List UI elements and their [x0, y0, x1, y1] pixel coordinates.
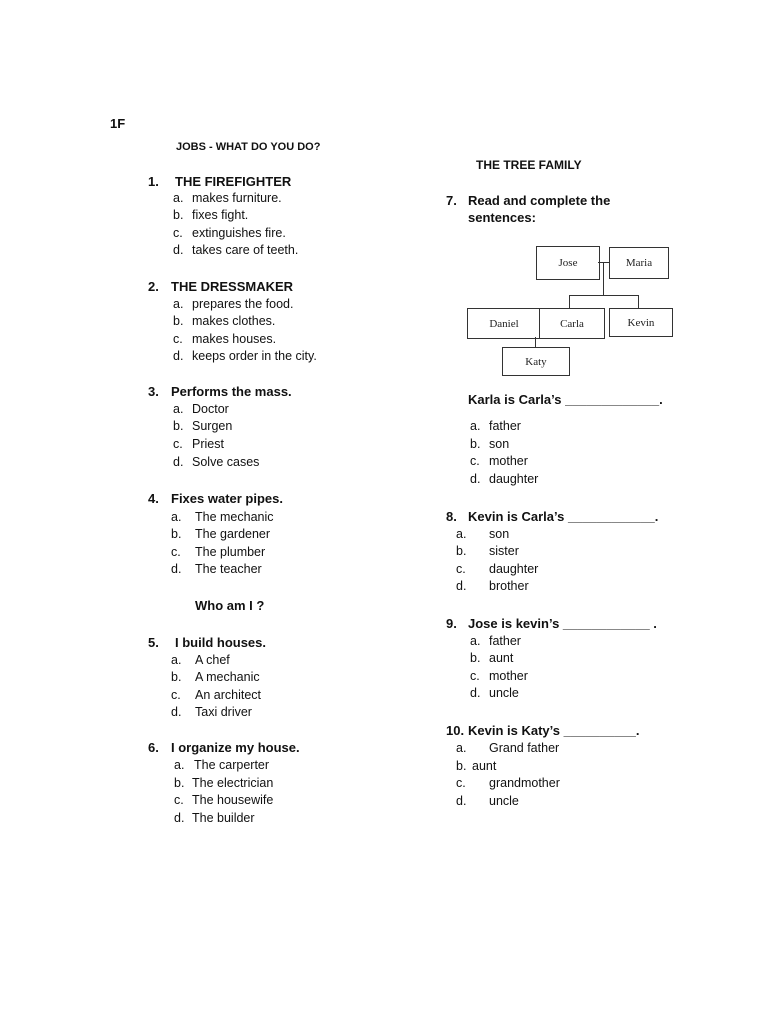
q2-option-a[interactable]	[173, 297, 293, 311]
question-1-number: 1.	[148, 174, 159, 189]
q9-option-d[interactable]	[470, 686, 519, 700]
question-7-number: 7.	[446, 193, 457, 208]
option-text: sister	[489, 544, 519, 558]
option-letter: c.	[173, 437, 183, 451]
karla-option-a[interactable]	[470, 419, 521, 433]
option-letter: d.	[470, 472, 481, 486]
option-letter: b.	[174, 776, 185, 790]
option-text: brother	[489, 579, 529, 593]
option-letter: c.	[171, 688, 181, 702]
tree-connector	[569, 295, 570, 308]
option-text: The teacher	[195, 562, 262, 576]
option-text: aunt	[489, 651, 514, 665]
option-text: Solve cases	[192, 455, 260, 469]
option-letter: a.	[456, 741, 467, 755]
q1-option-c[interactable]	[173, 226, 286, 240]
option-letter: d.	[173, 349, 184, 363]
question-3-number: 3.	[148, 384, 159, 399]
option-text: father	[489, 419, 521, 433]
option-text: son	[489, 527, 510, 541]
q4-option-b[interactable]	[171, 527, 270, 541]
option-text: mother	[489, 669, 528, 683]
option-letter: d.	[173, 243, 184, 257]
option-text: grandmother	[489, 776, 560, 790]
option-text: father	[489, 634, 521, 648]
karla-sentence: Karla is Carla’s _____________.	[468, 392, 663, 407]
option-text: keeps order in the city.	[192, 349, 317, 363]
option-letter: c.	[470, 454, 480, 468]
option-letter: a.	[173, 191, 184, 205]
q10-option-b[interactable]	[456, 759, 496, 773]
option-text: The carperter	[194, 758, 270, 772]
option-letter: a.	[171, 510, 182, 524]
option-letter: d.	[171, 562, 182, 576]
option-text: fixes fight.	[192, 208, 249, 222]
option-text: Doctor	[192, 402, 229, 416]
option-text: The builder	[192, 811, 255, 825]
karla-option-c[interactable]	[470, 454, 528, 468]
question-7-line2: sentences:	[468, 210, 536, 225]
karla-option-b[interactable]	[470, 437, 509, 451]
q8-option-a[interactable]	[456, 527, 509, 541]
tree-family-title: THE TREE FAMILY	[476, 158, 582, 172]
q4-option-c[interactable]	[171, 545, 265, 559]
q10-option-d[interactable]	[456, 794, 519, 808]
option-text: An architect	[195, 688, 262, 702]
tree-node-jose: Jose	[536, 246, 600, 280]
option-letter: c.	[174, 793, 184, 807]
tree-connector	[569, 295, 638, 296]
q8-option-b[interactable]	[456, 544, 519, 558]
option-text: makes clothes.	[192, 314, 276, 328]
option-letter: d.	[173, 455, 184, 469]
option-letter: a.	[456, 527, 467, 541]
question-2-number: 2.	[148, 279, 159, 294]
option-text: mother	[489, 454, 528, 468]
option-letter: b.	[456, 544, 467, 558]
q10-option-c[interactable]	[456, 776, 560, 790]
q3-option-a[interactable]	[173, 402, 229, 416]
question-1-text: THE FIREFIGHTER	[175, 174, 292, 189]
option-text: The gardener	[195, 527, 271, 541]
q5-option-a[interactable]	[171, 653, 230, 667]
option-text: prepares the food.	[192, 297, 294, 311]
option-letter: d.	[171, 705, 182, 719]
option-letter: b.	[173, 314, 184, 328]
question-6-text: I organize my house.	[171, 740, 300, 755]
option-text: A mechanic	[195, 670, 260, 684]
question-5-number: 5.	[148, 635, 159, 650]
q5-option-d[interactable]	[171, 705, 252, 719]
option-text: Taxi driver	[195, 705, 252, 719]
q1-option-d[interactable]	[173, 243, 298, 257]
q6-option-c[interactable]	[174, 793, 273, 807]
option-letter: c.	[173, 226, 183, 240]
option-text: A chef	[195, 653, 230, 667]
tree-node-maria: Maria	[609, 247, 669, 279]
question-6-number: 6.	[148, 740, 159, 755]
option-letter: b.	[456, 759, 467, 773]
option-letter: b.	[171, 670, 182, 684]
option-text: makes furniture.	[192, 191, 282, 205]
option-text: The electrician	[192, 776, 274, 790]
tree-node-katy: Katy	[502, 347, 570, 376]
question-5-text: I build houses.	[175, 635, 267, 650]
tree-node-kevin: Kevin	[609, 308, 673, 337]
q5-option-b[interactable]	[171, 670, 260, 684]
q9-option-c[interactable]	[470, 669, 528, 683]
question-8-text: Kevin is Carla’s ____________.	[468, 509, 659, 524]
option-letter: b.	[171, 527, 182, 541]
option-letter: b.	[173, 419, 184, 433]
q6-option-d[interactable]	[174, 811, 255, 825]
option-letter: d.	[456, 579, 467, 593]
q4-option-d[interactable]	[171, 562, 262, 576]
question-8-number: 8.	[446, 509, 457, 524]
question-10-number: 10.	[446, 723, 465, 738]
tree-node-carla: Carla	[539, 308, 605, 339]
question-9-number: 9.	[446, 616, 457, 631]
question-7-line1: Read and complete the	[468, 193, 611, 208]
option-text: son	[489, 437, 510, 451]
q3-option-c[interactable]	[173, 437, 224, 451]
who-am-i-heading: Who am I ?	[195, 598, 265, 613]
option-text: takes care of teeth.	[192, 243, 299, 257]
option-letter: c.	[456, 562, 466, 576]
option-letter: d.	[470, 686, 481, 700]
option-text: The plumber	[195, 545, 266, 559]
option-letter: b.	[470, 437, 481, 451]
option-text: extinguishes fire.	[192, 226, 286, 240]
option-letter: a.	[470, 634, 481, 648]
option-letter: c.	[173, 332, 183, 346]
option-text: The mechanic	[195, 510, 274, 524]
q1-option-b[interactable]	[173, 208, 248, 222]
q6-option-b[interactable]	[174, 776, 273, 790]
tree-node-daniel: Daniel	[467, 308, 541, 339]
q2-option-c[interactable]	[173, 332, 276, 346]
option-letter: a.	[174, 758, 185, 772]
tree-connector	[535, 337, 536, 347]
option-text: daughter	[489, 472, 539, 486]
option-text: aunt	[472, 759, 497, 773]
question-2-text: THE DRESSMAKER	[171, 279, 294, 294]
q3-option-b[interactable]	[173, 419, 232, 433]
option-text: uncle	[489, 794, 519, 808]
q1-option-a[interactable]	[173, 191, 282, 205]
option-letter: d.	[456, 794, 467, 808]
option-letter: b.	[173, 208, 184, 222]
question-10-text: Kevin is Katy’s __________.	[468, 723, 640, 738]
option-letter: c.	[470, 669, 480, 683]
option-text: The housewife	[192, 793, 274, 807]
question-4-text: Fixes water pipes.	[171, 491, 283, 506]
option-text: Grand father	[489, 741, 560, 755]
jobs-title: JOBS - WHAT DO YOU DO?	[176, 141, 321, 153]
option-letter: d.	[174, 811, 185, 825]
option-letter: a.	[470, 419, 481, 433]
option-text: uncle	[489, 686, 519, 700]
q5-option-c[interactable]	[171, 688, 261, 702]
q10-option-a[interactable]	[456, 741, 559, 755]
option-letter: c.	[171, 545, 181, 559]
q9-option-b[interactable]	[470, 651, 513, 665]
q4-option-a[interactable]	[171, 510, 274, 524]
option-text: Priest	[192, 437, 224, 451]
option-text: makes houses.	[192, 332, 277, 346]
worksheet-code: 1F	[110, 116, 126, 131]
q8-option-d[interactable]	[456, 579, 529, 593]
q2-option-d[interactable]	[173, 349, 317, 363]
option-letter: b.	[470, 651, 481, 665]
question-9-text: Jose is kevin’s ____________ .	[468, 616, 657, 631]
q3-option-d[interactable]	[173, 455, 259, 469]
question-4-number: 4.	[148, 491, 159, 506]
option-letter: a.	[173, 297, 184, 311]
tree-connector	[638, 295, 639, 308]
q2-option-b[interactable]	[173, 314, 275, 328]
tree-connector	[603, 262, 604, 295]
q6-option-a[interactable]	[174, 758, 269, 772]
option-letter: a.	[173, 402, 184, 416]
option-text: daughter	[489, 562, 539, 576]
option-letter: a.	[171, 653, 182, 667]
q8-option-c[interactable]	[456, 562, 538, 576]
option-letter: c.	[456, 776, 466, 790]
option-text: Surgen	[192, 419, 233, 433]
karla-option-d[interactable]	[470, 472, 538, 486]
question-3-text: Performs the mass.	[171, 384, 292, 399]
q9-option-a[interactable]	[470, 634, 521, 648]
